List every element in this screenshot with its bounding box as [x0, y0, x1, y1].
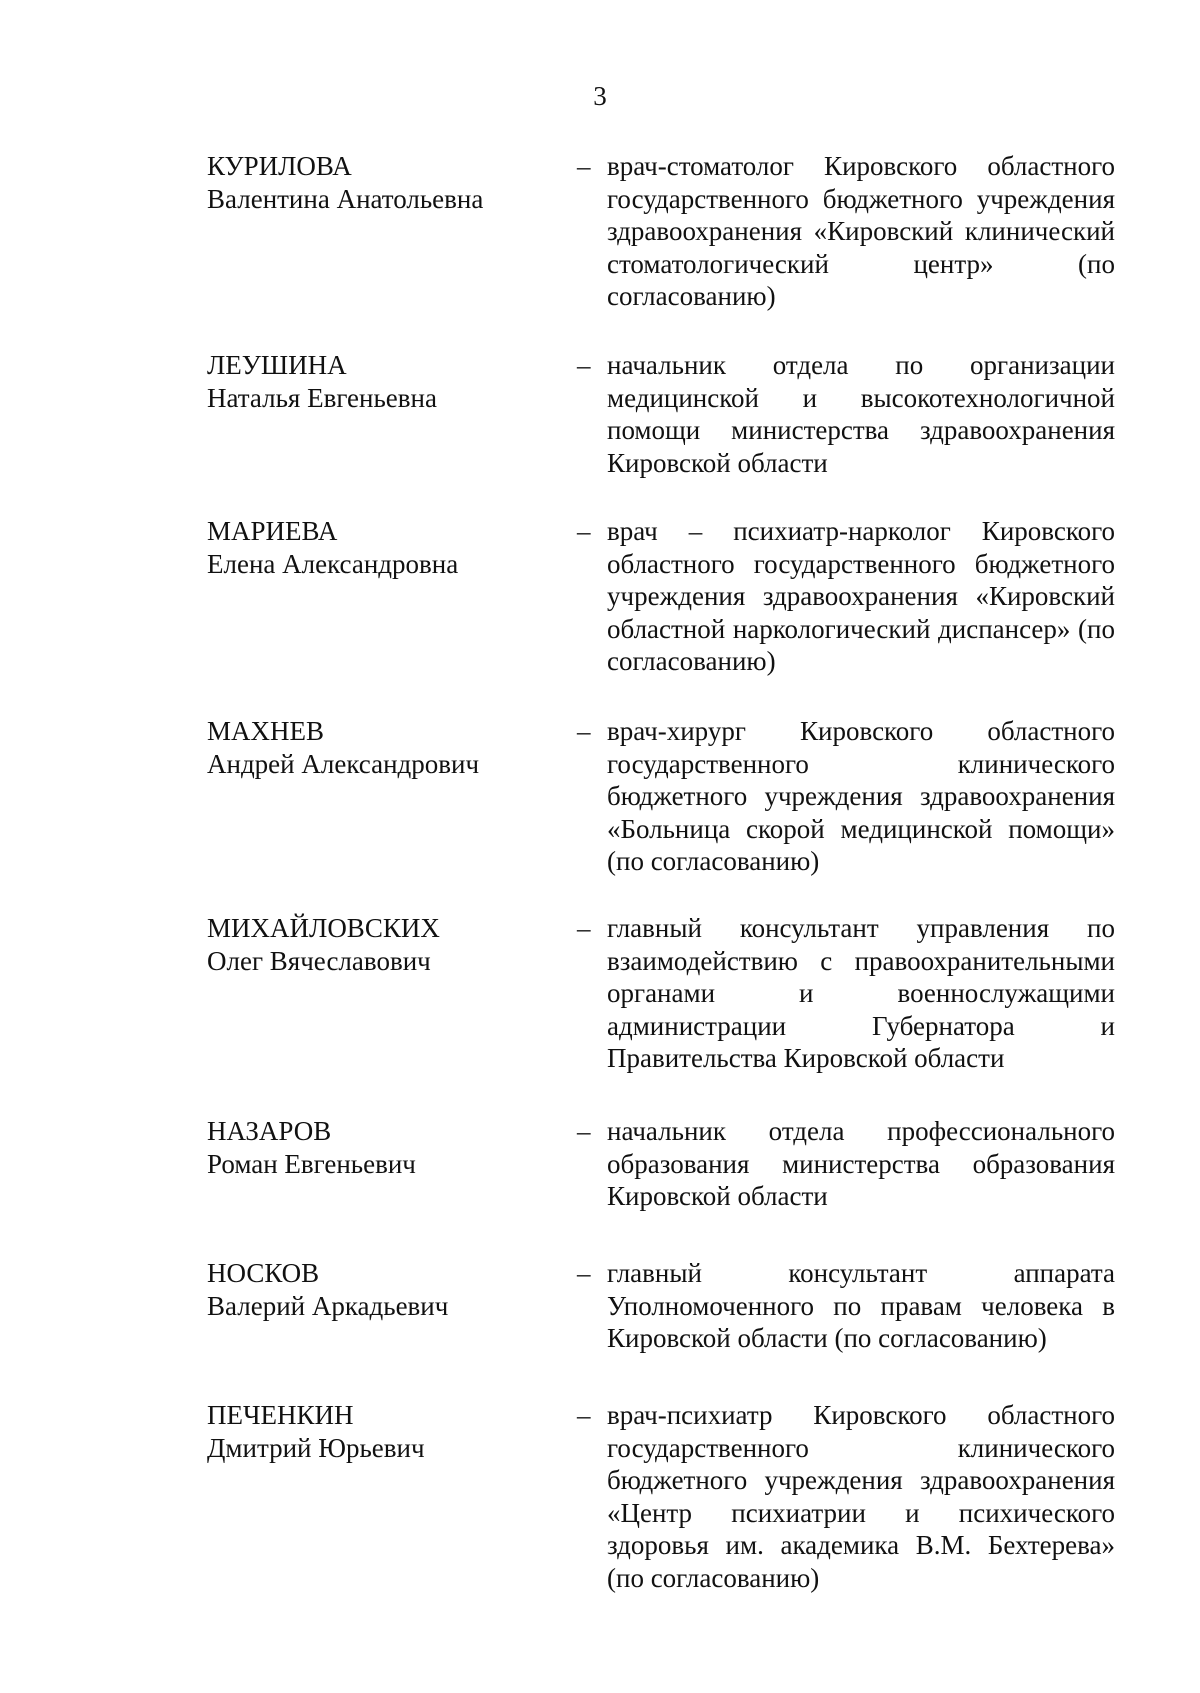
member-surname: МИХАЙЛОВСКИХ [207, 913, 440, 943]
member-surname: НОСКОВ [207, 1258, 320, 1288]
member-given-names: Роман Евгеньевич [207, 1148, 416, 1179]
member-given-names: Елена Александровна [207, 548, 459, 579]
member-name [207, 1115, 567, 1180]
member-position: врач-хирург Кировского областного государственного клинического бюджетного учреждения здравоохранения «Больница скорой медицинской помощи» (по согласованию) [607, 716, 1115, 876]
member-name [207, 349, 567, 414]
dash-separator: – [577, 350, 591, 380]
member-given-names: Валерий Аркадьевич [207, 1290, 449, 1321]
member-surname: КУРИЛОВА [207, 151, 352, 181]
member-given-names: Дмитрий Юрьевич [207, 1432, 425, 1463]
page-number: 3 [593, 81, 607, 111]
dash-separator: – [577, 151, 591, 181]
member-position: главный консультант управления по взаимодействию с правоохранительными органами и военнослужащими администрации Губернатора и Правительства Кировской области [607, 913, 1115, 1073]
member-surname: ЛЕУШИНА [207, 350, 347, 380]
dash-separator: – [577, 1258, 591, 1288]
dash-separator: – [577, 716, 591, 746]
dash-separator: – [577, 516, 591, 546]
dash-separator: – [577, 1400, 591, 1430]
member-given-names: Андрей Александрович [207, 748, 480, 779]
member-name [207, 912, 567, 977]
dash-separator: – [577, 913, 591, 943]
member-name [207, 150, 567, 215]
member-position: врач-психиатр Кировского областного государственного клинического бюджетного учреждения здравоохранения «Центр психиатрии и психического здоровья им. академика В.М. Бехтерева» (по согласованию) [607, 1400, 1115, 1593]
member-position: начальник отдела профессионального образования министерства образования Кировской области [607, 1116, 1115, 1211]
member-given-names: Валентина Анатольевна [207, 183, 484, 214]
member-surname: ПЕЧЕНКИН [207, 1400, 354, 1430]
member-name [207, 515, 567, 580]
member-position: начальник отдела по организации медицинской и высокотехнологичной помощи министерства здравоохранения Кировской области [607, 350, 1115, 478]
member-name [207, 1257, 567, 1322]
member-position: главный консультант аппарата Уполномоченного по правам человека в Кировской области (по согласованию) [607, 1258, 1115, 1353]
member-position: врач-стоматолог Кировского областного государственного бюджетного учреждения здравоохранения «Кировский клинический стоматологический центр» (по согласованию) [607, 151, 1115, 311]
member-name [207, 715, 567, 780]
member-name [207, 1399, 567, 1464]
member-surname: МАРИЕВА [207, 516, 338, 546]
member-surname: МАХНЕВ [207, 716, 325, 746]
member-surname: НАЗАРОВ [207, 1116, 332, 1146]
member-position: врач – психиатр-нарколог Кировского областного государственного бюджетного учреждения здравоохранения «Кировский областной наркологический диспансер» (по согласованию) [607, 516, 1115, 676]
member-given-names: Наталья Евгеньевна [207, 382, 437, 413]
dash-separator: – [577, 1116, 591, 1146]
member-given-names: Олег Вячеславович [207, 945, 431, 976]
